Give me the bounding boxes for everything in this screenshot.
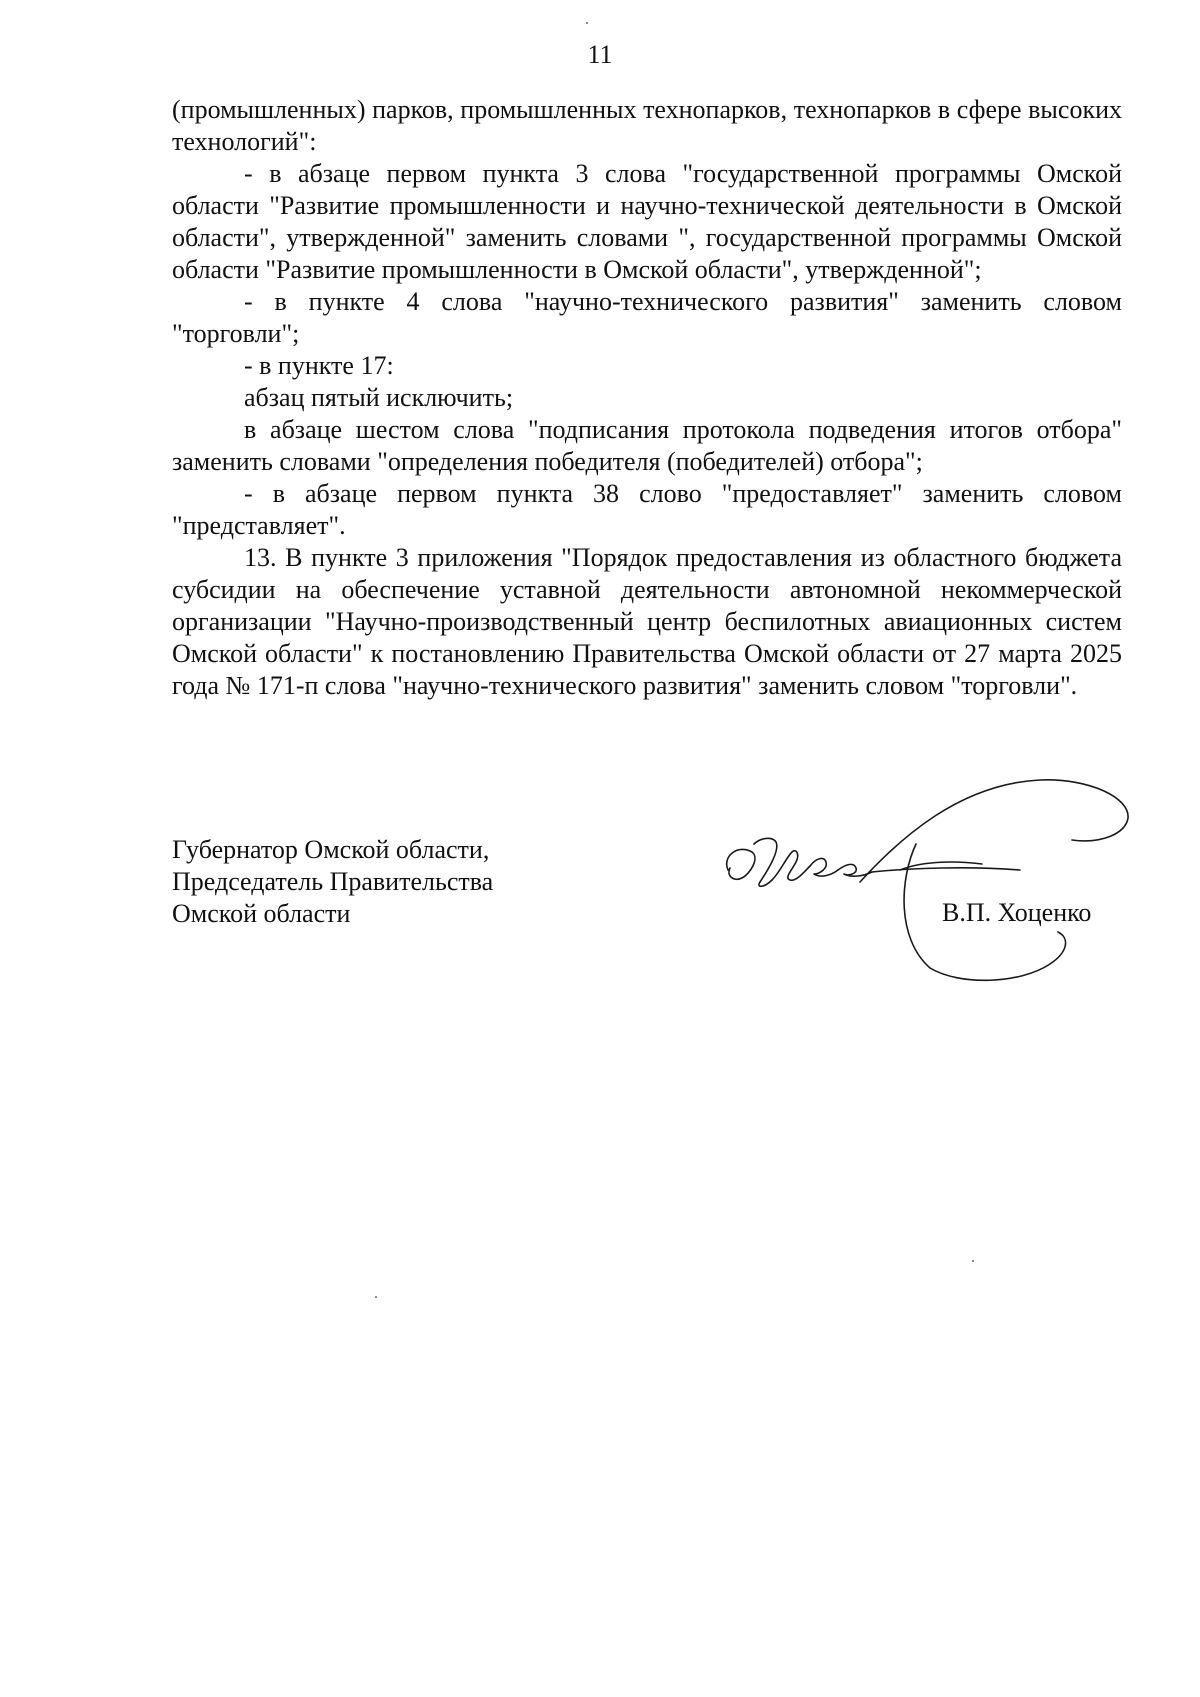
- paragraph: - в абзаце первом пункта 38 слово "предоставляет" заменить словом "представляет".: [172, 479, 1122, 540]
- scan-speck: [972, 1260, 974, 1262]
- scan-speck: [586, 22, 588, 24]
- page-number: 11: [587, 40, 613, 69]
- document-body: [172, 94, 1122, 702]
- signatory-position-line: Омской области: [172, 899, 351, 928]
- signatory-position-line: Председатель Правительства: [172, 867, 494, 896]
- paragraph: - в пункте 17:: [244, 351, 394, 380]
- paragraph: - в пункте 4 слова "научно-технического развития" заменить словом "торговли";: [172, 287, 1122, 348]
- paragraph: (промышленных) парков, промышленных технопарков, технопарков в сфере высоких технологий":: [172, 95, 1122, 156]
- scan-speck: [375, 1296, 377, 1298]
- paragraph: в абзаце шестом слова "подписания протокола подведения итогов отбора" заменить словами "определения победителя (победителей) отбора";: [172, 415, 1122, 476]
- signatory-position: [172, 834, 493, 930]
- signatory-name: В.П. Хоценко: [942, 898, 1092, 927]
- paragraph: 13. В пункте 3 приложения "Порядок предоставления из областного бюджета субсидии на обеспечение уставной деятельности автономной некоммерческой организации "Научно-производственный центр беспилотных авиационных систем Омской области" к постановлению Правительства Омской области от 27 марта 2025 года № 171-п слова "научно-технического развития" заменить словом "торговли".: [172, 543, 1122, 700]
- paragraph: - в абзаце первом пункта 3 слова "государственной программы Омской области "Развитие промышленности и научно-технической деятельности в Омской области", утвержденной" заменить словами ", государственной программы Омской области "Развитие промышленности в Омской области", утвержденной";: [172, 159, 1122, 284]
- signatory-position-line: Губернатор Омской области,: [172, 835, 490, 864]
- paragraph: абзац пятый исключить;: [244, 383, 514, 412]
- handwritten-signature: [720, 778, 1140, 988]
